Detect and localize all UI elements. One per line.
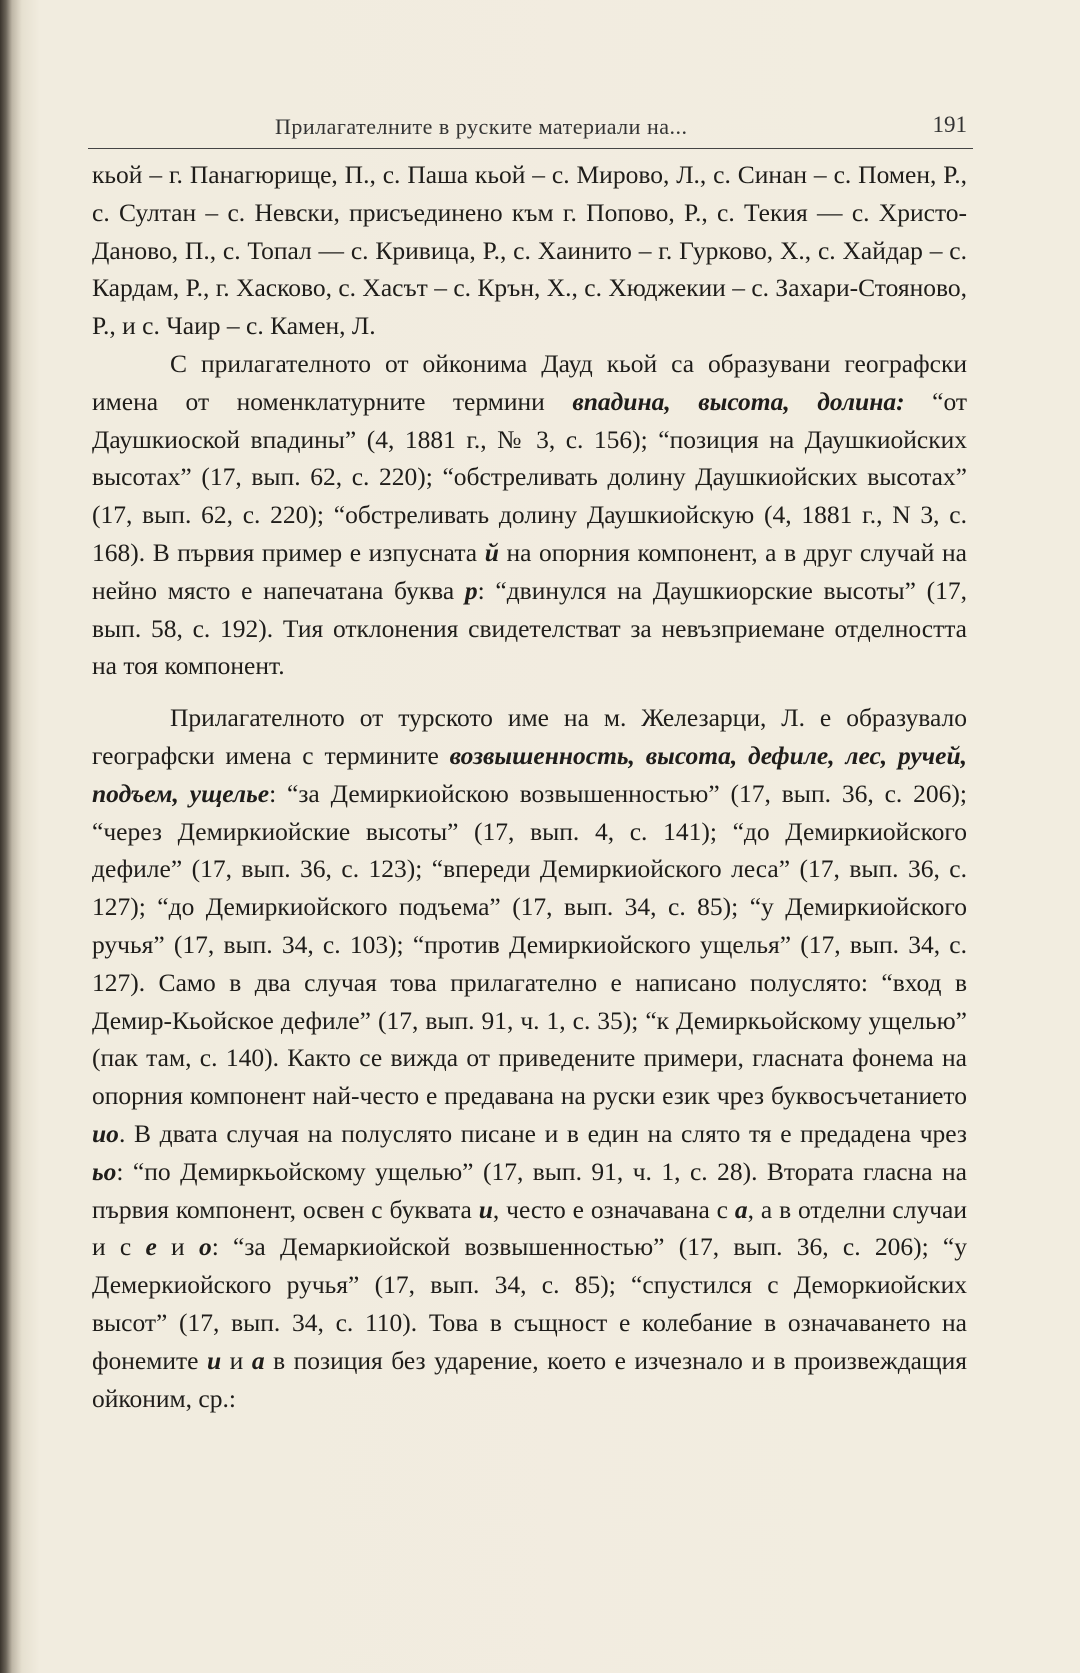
- text-segment: , често е означавана с: [492, 1194, 735, 1224]
- text-segment: и: [221, 1345, 252, 1375]
- text-segment: : “за Демаркиойской возвышенностью” (17, вып. 36, с. 206); “у Демеркиойского ручья” (17, вып. 34, с. 85); “спустился с Деморкиойских высот” (17, вып. 34, с. 110). Това в същност е колебание в означаването на фонемите: [92, 1232, 967, 1375]
- italic-term: е: [145, 1232, 157, 1262]
- text-segment: “от Даушкиоской впадины” (4, 1881 г., № 3, с. 156); “позиция на Даушкиойских высотах” (17, вып. 62, с. 220); “обстреливать долину Даушкиойских высотах” (17, вып. 62, с. 220); “обстреливать долину Даушкиойскую (4, 1881 г., N 3, с. 168). В първия пример е изпусната: [92, 386, 967, 567]
- text-segment: : “по Демиркьойскому ущелью” (17, вып. 91, ч. 1, с. 28). Втората гласна на първия компонент, освен с буквата: [92, 1156, 967, 1224]
- text-segment: на опорния компонент, а в друг случай на нейно място е напечатана буква: [92, 537, 967, 605]
- text-segment: : “двинулся на Даушкиорские высоты” (17, вып. 58, с. 192). Тия отклонения свидетелстват за невъзприемане отделността на тоя компонент.: [92, 575, 967, 681]
- text-segment: кьой – г. Панагюрище, П., с. Паша кьой – с. Мирово, Л., с. Синан – с. Помен, Р., с. Султан – с. Невски, присъединено към г. Попово, Р., с. Текия — с. Христо-Даново, П., с. Топал — с. Кривица, Р., с. Хаинито – г. Гурково, Х., с. Хайдар – с. Кардам, Р., г. Хасково, с. Хасът – с. Крън, Х., с. Хюджекии – с. Захари-Стояново, Р., и с. Чаир – с. Камен, Л.: [92, 160, 967, 341]
- italic-term: й: [484, 537, 499, 567]
- page-number: 191: [932, 112, 967, 137]
- text-segment: : “за Демиркиойскою возвышенностью” (17, вып. 36, с. 206); “через Демиркиойские высоты” (17, вып. 4, с. 141); “до Демиркиойского дефиле” (17, вып. 36, с. 123); “впереди Демиркиойского леса” (17, вып. 36, с. 127); “до Демиркиойского подъема” (17, вып. 34, с. 85); “у Демиркиойского ручья” (17, вып. 34, с. 103); “против Демиркиойского ущелья” (17, вып. 34, с. 127). Само в два случая това прилагателно е написано полуслято: “вход в Демир-Кьойское дефиле” (17, вып. 91, ч. 1, с. 35); “к Демиркьойскому ущелью” (пак там, с. 140). Както се вижда от приведените примери, гласната фонема на опорния компонент най-често е предавана на руски език чрез буквосъчетанието: [92, 778, 967, 1111]
- paragraph-daud-kyoi: [92, 345, 967, 685]
- text-segment: Прилагателното от турското име на м. Железарци, Л. е образувало географски имена с термините: [92, 703, 967, 770]
- running-head: Прилагателните в руските материали на...: [275, 114, 688, 139]
- italic-term: возвышенность, высота, дефиле, лес, ручей, подъем, ущелье: [92, 740, 967, 808]
- italic-term: о: [198, 1232, 212, 1262]
- page-header: [88, 108, 973, 149]
- paragraph-zhelezartsi: [92, 699, 967, 1417]
- italic-term: а: [734, 1194, 748, 1224]
- paragraph-continuation: [92, 156, 967, 345]
- body-text: [92, 156, 967, 1417]
- text-segment: С прилагателното от ойконима Дауд кьой са образувани географски имена от номенклатурните термини: [92, 348, 967, 416]
- italic-term: впадина, высота, долина:: [572, 386, 905, 416]
- text-segment: , а в отделни случаи и с: [92, 1194, 967, 1262]
- italic-term: и: [478, 1194, 493, 1224]
- italic-term: ьо: [92, 1156, 117, 1186]
- italic-term: и: [206, 1345, 222, 1375]
- italic-term: а: [251, 1345, 265, 1375]
- text-segment: в позиция без ударение, което е изчезнало и в произвеждащия ойконим, ср.:: [92, 1345, 967, 1413]
- italic-term: ио: [92, 1118, 119, 1148]
- text-segment: и: [156, 1232, 199, 1262]
- italic-term: р: [464, 575, 478, 605]
- text-segment: . В двата случая на полуслято писане и в един на слято тя е предадена чрез: [118, 1118, 967, 1148]
